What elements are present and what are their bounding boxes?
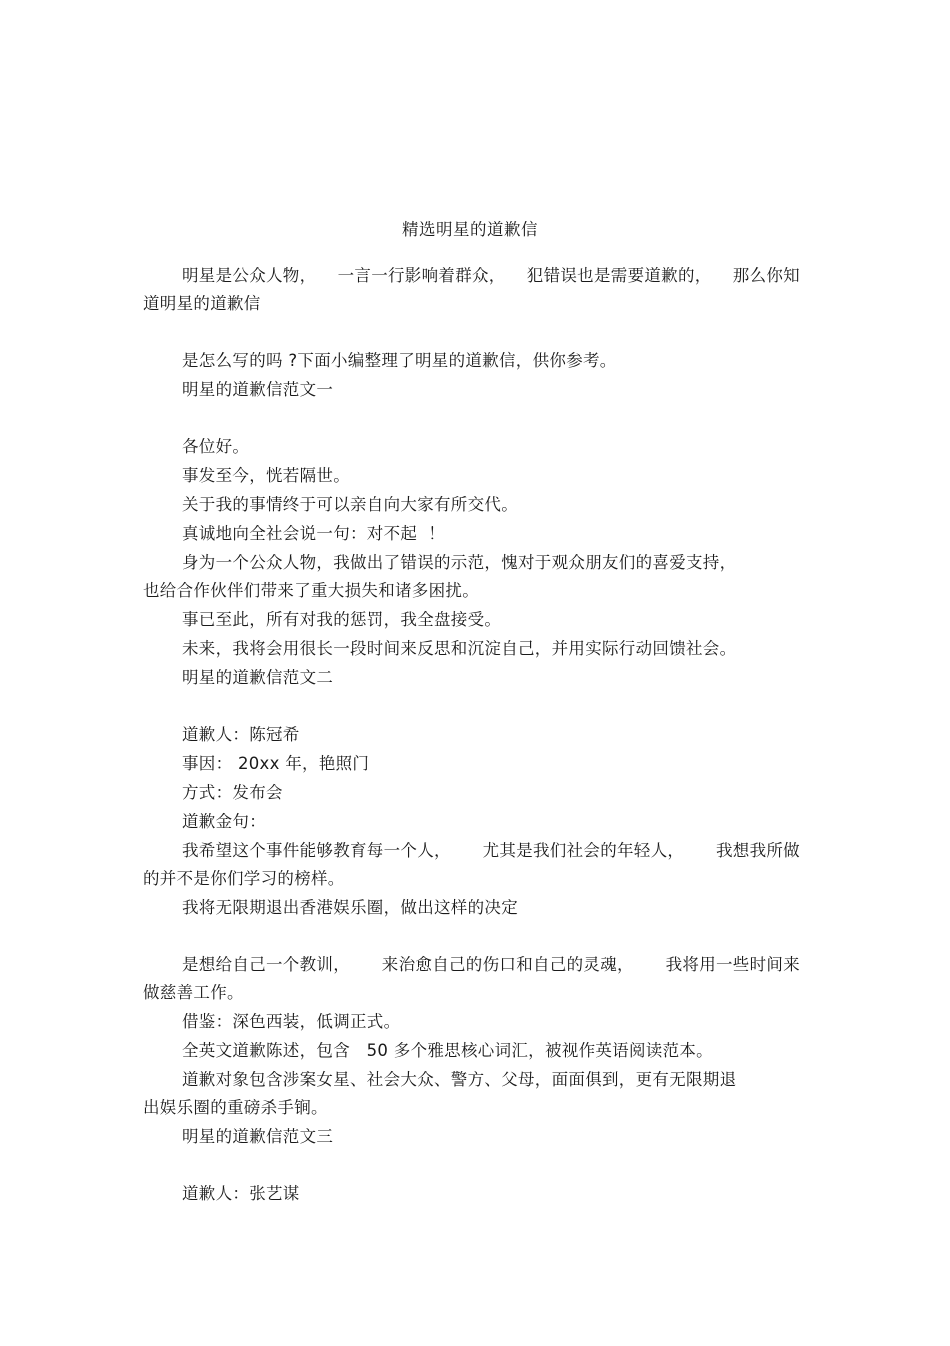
quote-phrase-2: 尤其是我们社会的年轻人， (482, 841, 685, 860)
intro-line-3: 是怎么写的吗 ?下面小编整理了明星的道歉信，供你参考。 (182, 351, 617, 370)
sample2-english-note: 全英文道歉陈述，包含 50 多个雅思核心词汇，被视作英语阅读范本。 (182, 1041, 713, 1060)
quote-phrase-3: 我想我所做 (715, 841, 800, 860)
sample2-quote-label: 道歉金句： (182, 812, 266, 831)
sample2-quote-3-line-2: 做慈善工作。 (143, 983, 244, 1002)
sample2-quote-line-2: 的并不是你们学习的榜样。 (143, 869, 345, 888)
sample3-heading: 明星的道歉信范文三 (182, 1127, 334, 1146)
intro-phrase-2: 一言一行影响着群众， (337, 266, 506, 285)
sample2-quote-3-line-1 (182, 954, 800, 976)
sample1-paragraph: 未来，我将会用很长一段时间来反思和沉淀自己，并用实际行动回馈社会。 (182, 639, 737, 658)
sample1-paragraph: 真诚地向全社会说一句：对不起 ！ (182, 524, 446, 543)
sample2-cause: 事因： 20xx 年，艳照门 (182, 754, 370, 773)
intro-phrase-4: 那么你知 (732, 266, 800, 285)
sample2-targets-line-2: 出娱乐圈的重磅杀手锏。 (143, 1098, 328, 1117)
intro-line-1 (182, 265, 800, 287)
quote-phrase-1: 我希望这个事件能够教育每一个人， (182, 841, 451, 860)
sample2-targets-line-1: 道歉对象包含涉案女星、社会大众、警方、父母，面面俱到，更有无限期退 (182, 1070, 737, 1089)
sample1-paragraph: 事发至今，恍若隔世。 (182, 466, 350, 485)
sample1-paragraph: 关于我的事情终于可以亲自向大家有所交代。 (182, 495, 518, 514)
quote-phrase-3: 我将用一些时间来 (665, 955, 800, 974)
sample2-reference: 借鉴：深色西装，低调正式。 (182, 1012, 401, 1031)
sample3-apologizer: 道歉人：张艺谋 (182, 1184, 300, 1203)
intro-phrase-3: 犯错误也是需要道歉的， (526, 266, 712, 285)
sample2-apologizer: 道歉人：陈冠希 (182, 725, 300, 744)
sample1-heading: 明星的道歉信范文一 (182, 380, 334, 399)
sample1-paragraph-continued: 也给合作伙伴们带来了重大损失和诸多困扰。 (143, 581, 479, 600)
sample2-quote-line-1 (182, 840, 800, 862)
intro-phrase-1: 明星是公众人物， (182, 266, 317, 285)
sample1-paragraph: 各位好。 (182, 437, 250, 456)
quote-phrase-2: 来治愈自己的伤口和自己的灵魂， (381, 955, 634, 974)
sample1-paragraph: 身为一个公众人物，我做出了错误的示范，愧对于观众朋友们的喜爱支持， (182, 553, 737, 572)
sample1-paragraph: 事已至此，所有对我的惩罚，我全盘接受。 (182, 610, 502, 629)
intro-line-2: 道明星的道歉信 (143, 294, 261, 313)
sample2-quote-2: 我将无限期退出香港娱乐圈，做出这样的决定 (182, 898, 518, 917)
quote-phrase-1: 是想给自己一个教训， (182, 955, 350, 974)
sample2-method: 方式：发布会 (182, 783, 283, 802)
sample2-heading: 明星的道歉信范文二 (182, 668, 334, 687)
document-title: 精选明星的道歉信 (402, 220, 538, 239)
